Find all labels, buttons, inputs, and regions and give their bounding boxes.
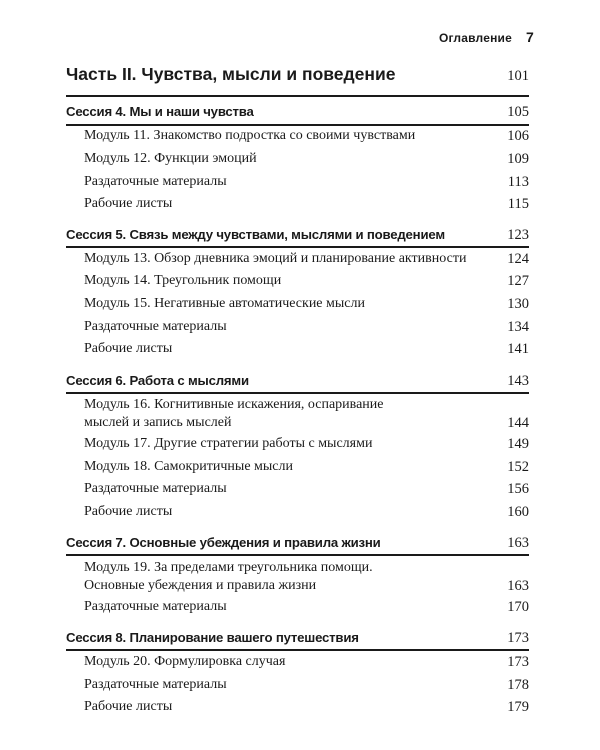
session-rule (66, 392, 529, 394)
session-page: 105 (507, 104, 529, 120)
entry-title: Модуль 19. За пределами треугольника помощи. Основные убеждения и правила жизни (84, 560, 373, 593)
entry-title: Модуль 17. Другие стратегии работы с мыслями (84, 436, 373, 451)
running-header (439, 29, 534, 45)
entry-page: 115 (507, 196, 529, 212)
entry-page: 144 (507, 415, 529, 431)
entry-title: Модуль 18. Самокритичные мысли (84, 459, 294, 474)
entry-title: Модуль 14. Треугольник помощи (84, 273, 282, 288)
toc-entry[interactable] (84, 559, 529, 595)
entry-title: Рабочие листы (84, 504, 173, 519)
part-heading[interactable] (66, 64, 529, 85)
session-heading[interactable] (66, 535, 529, 552)
session-rule (66, 246, 529, 248)
session-title: Сессия 4. Мы и наши чувства (66, 104, 254, 119)
entry-title: Раздаточные материалы (84, 677, 227, 692)
session-title: Сессия 8. Планирование вашего путешествия (66, 630, 359, 645)
session-page: 163 (507, 535, 529, 551)
entry-title: Модуль 16. Когнитивные искажения, оспаривание мыслей и запись мыслей (84, 397, 384, 430)
toc-entry[interactable] (84, 598, 529, 616)
header-page-number: 7 (526, 29, 534, 45)
entry-page: 127 (507, 273, 529, 289)
toc-entry[interactable] (84, 396, 529, 432)
entry-title: Рабочие листы (84, 699, 173, 714)
entry-title: Раздаточные материалы (84, 481, 227, 496)
entry-title: Раздаточные материалы (84, 174, 227, 189)
session-heading[interactable] (66, 630, 529, 647)
entry-title: Модуль 15. Негативные автоматические мысли (84, 296, 365, 311)
toc-entry[interactable] (84, 195, 529, 213)
toc-entry[interactable] (84, 295, 529, 313)
session-rule (66, 554, 529, 556)
session-title: Сессия 5. Связь между чувствами, мыслями и поведением (66, 227, 445, 242)
toc-entry[interactable] (84, 503, 529, 521)
header-title: Оглавление (439, 31, 512, 45)
session-page: 173 (507, 630, 529, 646)
session-title: Сессия 7. Основные убеждения и правила жизни (66, 535, 381, 550)
session-heading[interactable] (66, 104, 529, 121)
session-page: 143 (507, 373, 529, 389)
toc-entry[interactable] (84, 435, 529, 453)
toc-entry[interactable] (84, 127, 529, 145)
toc-entry[interactable] (84, 173, 529, 191)
toc-entry[interactable] (84, 480, 529, 498)
entry-title: Модуль 12. Функции эмоций (84, 151, 257, 166)
entry-page: 160 (507, 504, 529, 520)
entry-page: 173 (507, 654, 529, 670)
entry-page: 124 (507, 251, 529, 267)
entry-page: 109 (507, 151, 529, 167)
entry-title: Рабочие листы (84, 341, 173, 356)
part-title: Часть II. Чувства, мысли и поведение (66, 64, 396, 84)
entry-page: 178 (507, 677, 529, 693)
entry-page: 113 (507, 174, 529, 190)
entry-page: 141 (507, 341, 529, 357)
entry-title: Модуль 11. Знакомство подростка со своими чувствами (84, 128, 416, 143)
entry-title: Модуль 20. Формулировка случая (84, 654, 286, 669)
session-heading[interactable] (66, 373, 529, 390)
entry-page: 130 (507, 296, 529, 312)
entry-page: 106 (507, 128, 529, 144)
entry-page: 163 (507, 578, 529, 594)
entry-page: 156 (507, 481, 529, 497)
toc-entry[interactable] (84, 150, 529, 168)
toc-entry[interactable] (84, 340, 529, 358)
entry-title: Рабочие листы (84, 196, 173, 211)
entry-page: 170 (507, 599, 529, 615)
toc-entry[interactable] (84, 698, 529, 716)
toc-entry[interactable] (84, 318, 529, 336)
session-rule (66, 649, 529, 651)
session-heading[interactable] (66, 227, 529, 244)
entry-page: 179 (507, 699, 529, 715)
toc-entry[interactable] (84, 272, 529, 290)
entry-page: 149 (507, 436, 529, 452)
toc-entry[interactable] (84, 250, 529, 268)
part-rule (66, 95, 529, 97)
entry-page: 134 (507, 319, 529, 335)
part-page: 101 (507, 68, 529, 84)
entry-title: Раздаточные материалы (84, 599, 227, 614)
toc-entry[interactable] (84, 676, 529, 694)
entry-page: 152 (507, 459, 529, 475)
session-title: Сессия 6. Работа с мыслями (66, 373, 249, 388)
session-page: 123 (507, 227, 529, 243)
entry-title: Модуль 13. Обзор дневника эмоций и планирование активности (84, 251, 467, 266)
toc-entry[interactable] (84, 458, 529, 476)
entry-title: Раздаточные материалы (84, 319, 227, 334)
toc-entry[interactable] (84, 653, 529, 671)
session-rule (66, 124, 529, 126)
